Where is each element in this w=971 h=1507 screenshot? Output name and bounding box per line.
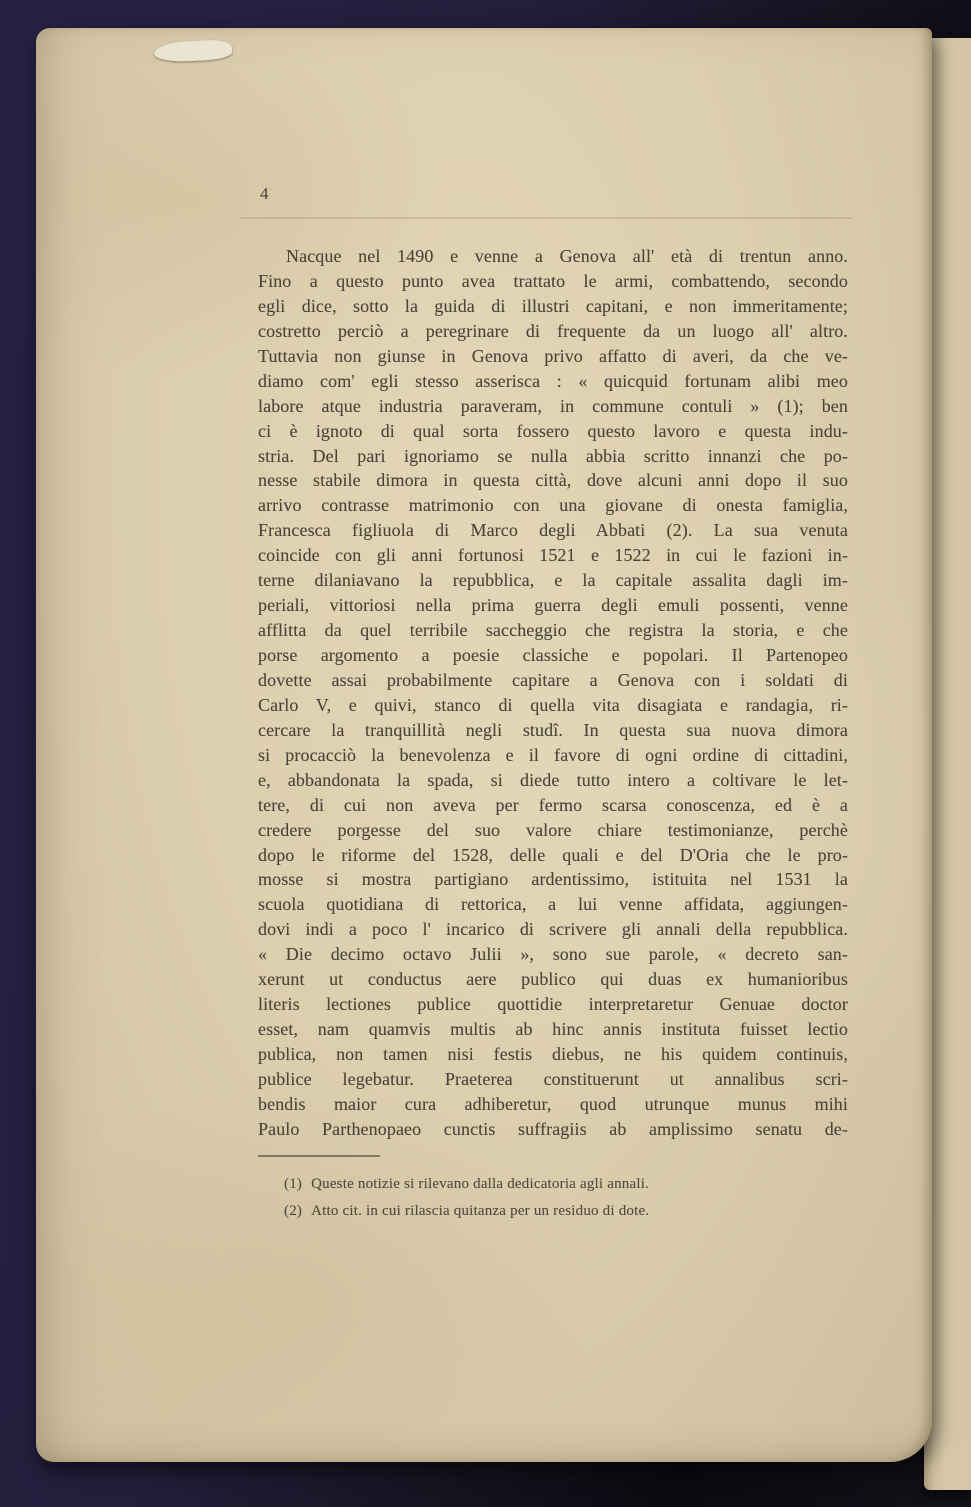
text-line: periali, vittoriosi nella prima guerra degli emuli possenti, venne <box>258 595 848 616</box>
text-line: credere porgesse del suo valore chiare testimonianze, perchè <box>258 819 848 840</box>
text-line: bendis maior cura adhiberetur, quod utrunque munus mihi <box>258 1093 848 1114</box>
text-line: dovette assai probabilmente capitare a Genova con i soldati di <box>258 669 848 690</box>
header-rule <box>240 217 852 219</box>
paper-chip <box>154 39 233 63</box>
text-line: esset, nam quamvis multis ab hinc annis instituta fuisset lectio <box>258 1019 848 1040</box>
text-line: Francesca figliuola di Marco degli Abbati (2). La sua venuta <box>258 520 848 541</box>
text-line: labore atque industria paraveram, in commune contuli » (1); ben <box>258 395 848 416</box>
text-line: scuola quotidiana di rettorica, a lui venne affidata, aggiungen- <box>258 894 848 915</box>
text-line: nesse stabile dimora in questa città, dove alcuni anni dopo il suo <box>258 470 848 491</box>
text-line: coincide con gli anni fortunosi 1521 e 1522 in cui le fazioni in- <box>258 545 848 566</box>
text-line: porse argomento a poesie classiche e popolari. Il Partenopeo <box>258 645 848 665</box>
text-line: dovi indi a poco l' incarico di scrivere gli annali della repubblica. <box>258 919 848 940</box>
text-line: si procacciò la benevolenza e il favore di ogni ordine di cittadini, <box>258 744 848 765</box>
footnote-rule <box>258 1155 380 1157</box>
page-number: 4 <box>260 184 269 203</box>
text-line: publice legebatur. Praeterea constituerunt ut annalibus scri- <box>258 1068 848 1089</box>
text-line: Tuttavia non giunse in Genova privo affatto di averi, da che ve- <box>258 345 848 366</box>
footnote <box>258 1198 858 1225</box>
text-line: stria. Del pari ignoriamo se nulla abbia scritto innanzi che po- <box>258 445 848 466</box>
footnote-text: Queste notizie si rilevano dalla dedicatoria agli annali. <box>311 1176 650 1192</box>
footnote-marker: (2) <box>284 1203 303 1219</box>
text-line: Nacque nel 1490 e venne a Genova all' età di trentun anno. <box>286 246 848 266</box>
text-line: cercare la tranquillità negli studî. In questa sua nuova dimora <box>258 719 848 740</box>
body-text <box>258 244 848 1142</box>
text-line: costretto perciò a peregrinare di frequente da un luogo all' altro. <box>258 320 848 341</box>
text-line: diamo com' egli stesso asserisca : « quicquid fortunam alibi meo <box>258 370 848 391</box>
text-line: « Die decimo octavo Julii », sono sue parole, « decreto san- <box>258 944 848 965</box>
text-line: ci è ignoto di qual sorta fossero questo lavoro e questa indu- <box>258 420 848 441</box>
footnote-text: Atto cit. in cui rilascia quitanza per un residuo di dote. <box>311 1203 650 1219</box>
text-line: e, abbandonata la spada, si diede tutto intero a coltivare le let- <box>258 769 848 790</box>
text-line: afflitta da quel terribile saccheggio che registra la storia, e che <box>258 620 848 641</box>
text-line: mosse si mostra partigiano ardentissimo, istituita nel 1531 la <box>258 869 848 890</box>
text-line: arrivo contrasse matrimonio con una giovane di onesta famiglia, <box>258 495 848 516</box>
footnote-marker: (1) <box>284 1176 303 1192</box>
book-page <box>36 28 932 1462</box>
text-line: literis lectiones publice quottidie interpretaretur Genuae doctor <box>258 994 848 1015</box>
footnote <box>258 1171 858 1198</box>
text-line: Fino a questo punto avea trattato le armi, combattendo, secondo <box>258 270 848 291</box>
text-line: Carlo V, e quivi, stanco di quella vita disagiata e randagia, ri- <box>258 694 848 715</box>
footnotes <box>258 1171 858 1225</box>
text-line: Paulo Parthenopaeo cunctis suffragiis ab amplissimo senatu de- <box>258 1118 848 1139</box>
text-line: xerunt ut conductus aere publico qui duas ex humanioribus <box>258 969 848 990</box>
text-line: publica, non tamen nisi festis diebus, ne his quidem continuis, <box>258 1044 848 1064</box>
text-line: tere, di cui non aveva per fermo scarsa conoscenza, ed è a <box>258 794 848 815</box>
text-line: egli dice, sotto la guida di illustri capitani, e non immeritamente; <box>258 295 848 316</box>
text-line: dopo le riforme del 1528, delle quali e del D'Oria che le pro- <box>258 844 848 865</box>
text-line: terne dilaniavano la repubblica, e la capitale assalita dagli im- <box>258 570 848 591</box>
